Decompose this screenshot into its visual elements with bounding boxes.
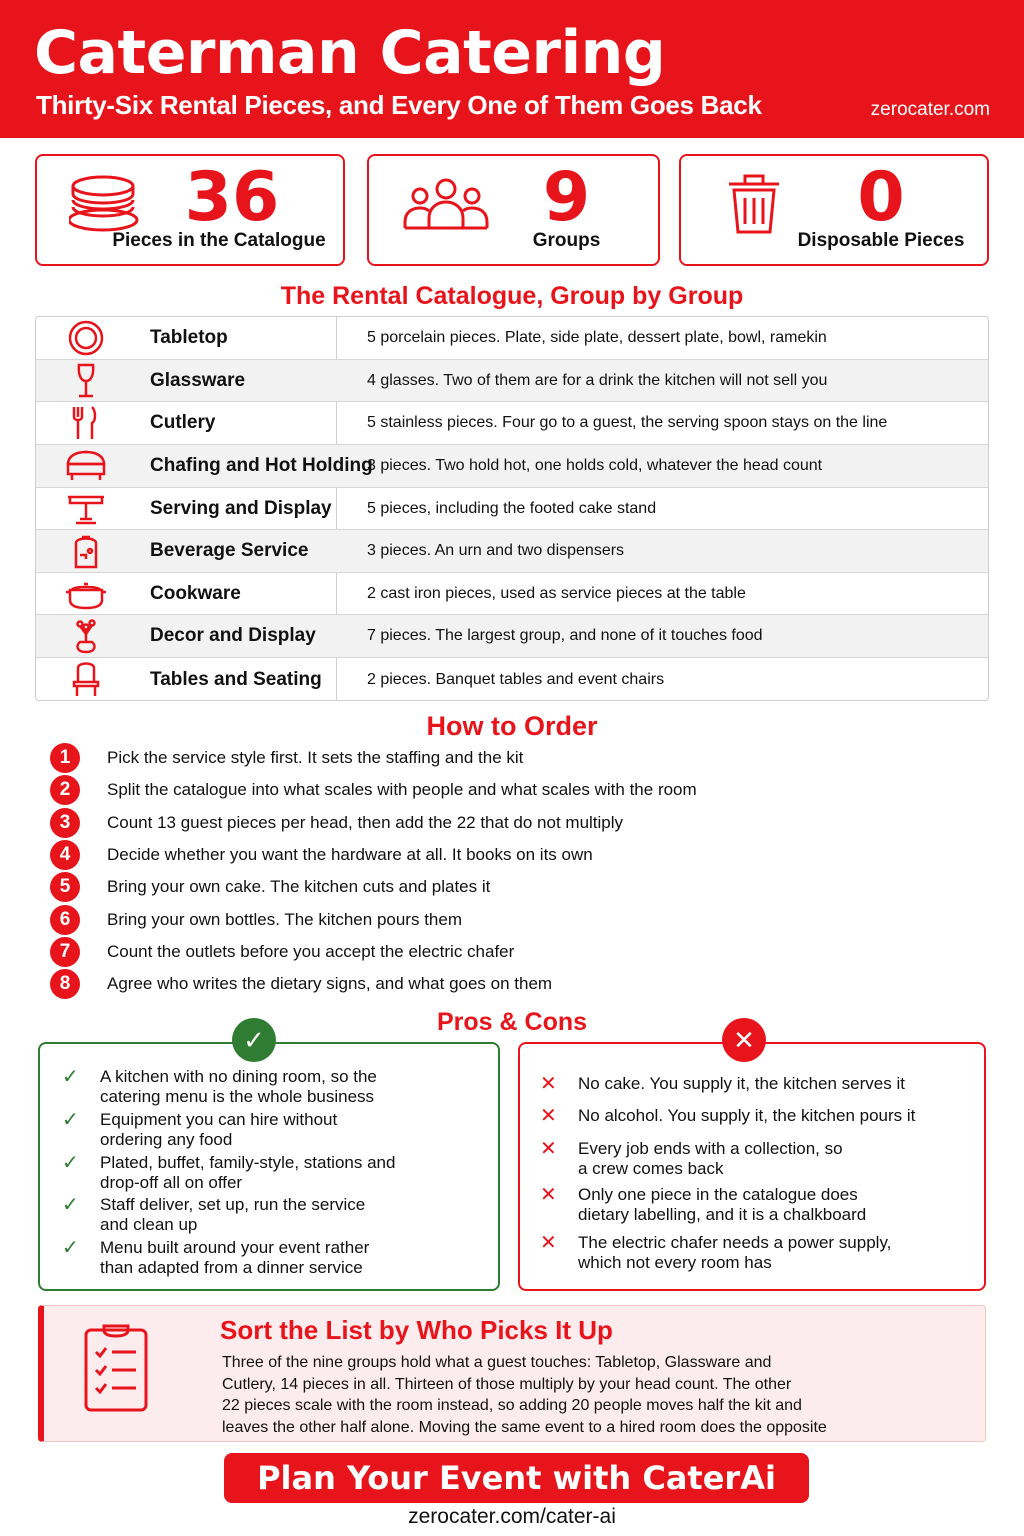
con-line: Only one piece in the catalogue does: [578, 1185, 858, 1204]
cake-stand-icon: [64, 491, 108, 527]
group-description: 7 pieces. The largest group, and none of it touches food: [367, 627, 763, 644]
group-description: 2 pieces. Banquet tables and event chairs: [367, 671, 665, 688]
group-description: 5 porcelain pieces. Plate, side plate, dessert plate, bowl, ramekin: [367, 329, 827, 346]
cutlery-icon: [64, 405, 108, 441]
pro-line: Plated, buffet, family-style, stations and: [100, 1153, 396, 1172]
pot-icon: [64, 576, 108, 612]
cross-icon: ✕: [540, 1073, 557, 1095]
wine-glass-icon: [64, 363, 108, 399]
catalogue-table: [35, 316, 989, 701]
step-text: Bring your own bottles. The kitchen pours them: [107, 910, 462, 929]
table-row: [36, 360, 988, 402]
sort-line: leaves the other half alone. Moving the same event to a hired room does the opposite: [222, 1418, 827, 1436]
sort-note: [38, 1305, 986, 1442]
table-row: [36, 658, 988, 701]
check-icon: ✓: [62, 1109, 79, 1131]
pros-panel: [38, 1042, 500, 1291]
step-number: 6: [50, 905, 80, 935]
page-title: Caterman Catering: [34, 18, 666, 88]
stat-label: Disposable Pieces: [797, 230, 965, 251]
pro-line: than adapted from a dinner service: [100, 1258, 363, 1277]
table-row: [36, 573, 988, 615]
step-text: Bring your own cake. The kitchen cuts and plates it: [107, 877, 491, 896]
table-row: [36, 488, 988, 530]
table-row: [36, 402, 988, 445]
flower-vase-icon: [64, 618, 108, 654]
catalogue-title: The Rental Catalogue, Group by Group: [280, 282, 744, 310]
sort-body: [222, 1352, 922, 1438]
cross-circle-icon: ✕: [722, 1018, 766, 1062]
sort-line: Three of the nine groups hold what a guest touches: Tabletop, Glassware and: [222, 1354, 772, 1371]
pro-line: catering menu is the whole business: [100, 1087, 375, 1106]
table-row: [36, 530, 988, 573]
stat-card-disposable: [679, 154, 989, 266]
group-description: 2 cast iron pieces, used as service pieces at the table: [367, 584, 746, 602]
con-line: Every job ends with a collection, so: [578, 1139, 843, 1158]
table-row: [36, 317, 988, 360]
pro-line: drop-off all on offer: [100, 1173, 243, 1192]
step-number: 8: [50, 969, 80, 999]
pro-line: A kitchen with no dining room, so the: [100, 1067, 377, 1086]
plate-icon: [64, 320, 108, 356]
site-link[interactable]: zerocater.com: [870, 99, 990, 120]
chair-icon: [64, 662, 108, 698]
beverage-dispenser-icon: [64, 533, 108, 569]
cross-icon: ✕: [540, 1138, 557, 1160]
cta-url-link[interactable]: zerocater.com/cater-ai: [408, 1505, 616, 1528]
pro-line: Menu built around your event rather: [100, 1238, 370, 1257]
group-name: Decor and Display: [150, 625, 316, 646]
stat-value: 36: [184, 158, 280, 237]
group-name: Cutlery: [150, 412, 216, 433]
cons-panel: [518, 1042, 986, 1291]
group-description: 5 pieces, including the footed cake stand: [367, 499, 657, 517]
sort-line: Cutlery, 14 pieces in all. Thirteen of those multiply by your head count. The other: [222, 1375, 792, 1393]
step-text: Decide whether you want the hardware at all. It books on its own: [107, 845, 593, 864]
stat-label: Pieces in the Catalogue: [112, 230, 326, 251]
sort-line: 22 pieces scale with the room instead, so adding 20 people moves half the kit and: [222, 1397, 802, 1414]
step-text: Pick the service style first. It sets the staffing and the kit: [107, 748, 524, 767]
group-name: Serving and Display: [150, 497, 332, 519]
sort-title: Sort the List by Who Picks It Up: [220, 1315, 613, 1345]
step-text: Count 13 guest pieces per head, then add the 22 that do not multiply: [107, 813, 624, 832]
stat-card-groups: [367, 154, 660, 266]
step-number: 1: [50, 743, 80, 773]
page-subtitle: Thirty-Six Rental Pieces, and Every One of Them Goes Back: [36, 90, 762, 120]
plates-stack-icon: [69, 174, 141, 234]
step-number: 2: [50, 775, 80, 805]
people-group-icon: [401, 178, 491, 232]
group-description: 4 glasses. Two of them are for a drink the kitchen will not sell you: [367, 371, 828, 389]
con-line: dietary labelling, and it is a chalkboard: [578, 1205, 867, 1224]
group-name: Tabletop: [150, 327, 228, 348]
group-name: Glassware: [150, 369, 246, 391]
group-name: Beverage Service: [150, 540, 309, 561]
group-description: 5 stainless pieces. Four go to a guest, the serving spoon stays on the line: [367, 414, 888, 431]
check-icon: ✓: [62, 1066, 79, 1088]
con-line: No cake. You supply it, the kitchen serves it: [578, 1074, 905, 1093]
step-number: 4: [50, 840, 80, 870]
con-line: The electric chafer needs a power supply,: [578, 1233, 892, 1252]
plan-event-button[interactable]: Plan Your Event with CaterAi: [224, 1453, 809, 1503]
step-text: Split the catalogue into what scales with people and what scales with the room: [107, 780, 697, 799]
check-icon: ✓: [62, 1194, 79, 1216]
pro-line: ordering any food: [100, 1130, 233, 1149]
cross-icon: ✕: [540, 1105, 557, 1127]
trash-can-icon: [725, 170, 783, 236]
step-text: Count the outlets before you accept the electric chafer: [107, 942, 515, 961]
step-number: 7: [50, 937, 80, 967]
con-line: No alcohol. You supply it, the kitchen pours it: [578, 1106, 916, 1125]
order-title: How to Order: [426, 711, 598, 741]
group-name: Chafing and Hot Holding: [150, 455, 373, 476]
group-description: 3 pieces. Two hold hot, one holds cold, whatever the head count: [367, 457, 823, 474]
cross-icon: ✕: [540, 1184, 557, 1206]
check-icon: ✓: [62, 1237, 79, 1259]
group-name: Cookware: [150, 582, 241, 604]
con-line: a crew comes back: [578, 1159, 724, 1178]
group-name: Tables and Seating: [150, 669, 322, 690]
stat-card-pieces: [35, 154, 345, 266]
stat-value: 9: [542, 158, 591, 237]
step-number: 3: [50, 808, 80, 838]
clipboard-checklist-icon: [80, 1318, 152, 1414]
con-line: which not every room has: [578, 1253, 772, 1272]
pros-cons-title: Pros & Cons: [436, 1008, 588, 1036]
header-banner: [0, 0, 1024, 138]
group-description: 3 pieces. An urn and two dispensers: [367, 542, 625, 559]
cross-icon: ✕: [540, 1232, 557, 1254]
step-number: 5: [50, 872, 80, 902]
stat-value: 0: [857, 158, 905, 237]
chafing-dish-icon: [64, 448, 108, 484]
table-row: [36, 615, 988, 658]
step-text: Agree who writes the dietary signs, and what goes on them: [107, 974, 553, 993]
table-row: [36, 445, 988, 488]
pro-line: and clean up: [100, 1215, 198, 1234]
pro-line: Staff deliver, set up, run the service: [100, 1195, 366, 1214]
check-circle-icon: ✓: [232, 1018, 276, 1062]
pro-line: Equipment you can hire without: [100, 1110, 338, 1129]
check-icon: ✓: [62, 1152, 79, 1174]
stat-label: Groups: [532, 230, 601, 251]
